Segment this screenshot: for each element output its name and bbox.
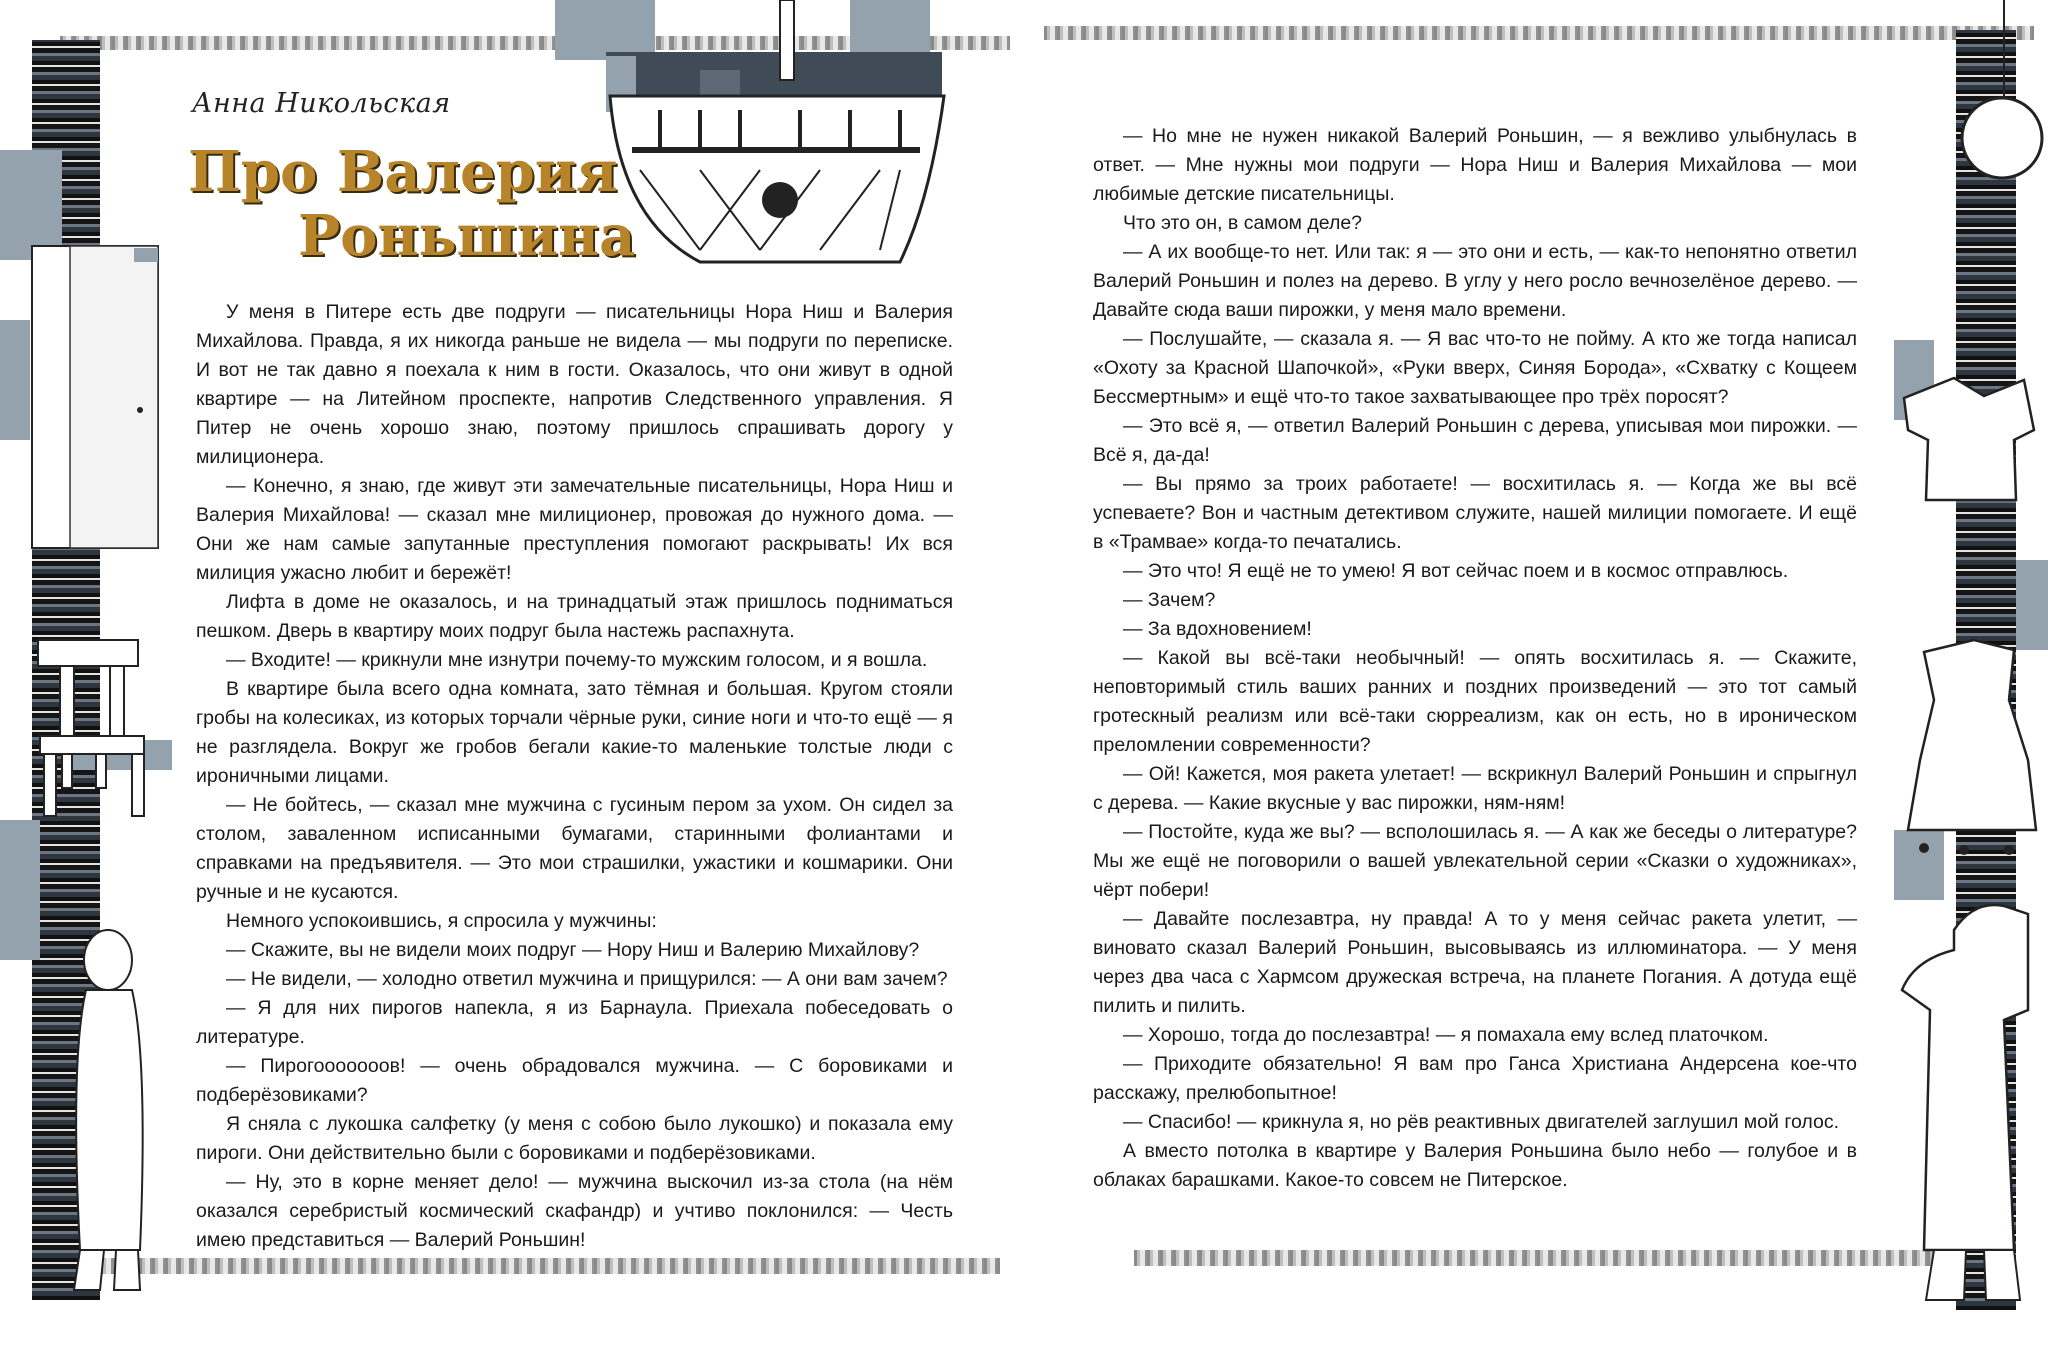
paragraph: В квартире была всего одна комната, зато тёмная и большая. Кругом стояли гробы на колесиках, из которых торчали чёрные руки, синие ноги и что-то ещё — я не разглядела. Вокруг же гробов бегали какие-то маленькие толстые люди с ироничными лицами. — [196, 678, 953, 787]
left-page-text — [196, 298, 953, 1255]
paragraph: — Вы прямо за троих работаете! — восхитилась я. — Когда же вы всё успеваете? Вон и частным детективом служите, нашей милиции помогаете. И ещё в «Трамвае» когда-то печатались. — [1093, 473, 1857, 553]
paragraph: — Какой вы всё-таки необычный! — опять восхитилась я. — Скажите, неповторимый стиль ваших ранних и поздних произведений — это тот самый гротескный реализм или всё-таки сюрреализм, как он есть, но в ироническом преломлении современности? — [1093, 647, 1857, 756]
paragraph: — За вдохновением! — [1123, 618, 1312, 640]
child-silhouette-illustration — [74, 930, 143, 1290]
paragraph: — Входите! — крикнули мне изнутри почему-то мужским голосом, и я вошла. — [226, 649, 928, 671]
paragraph: Лифта в доме не оказалось, и на тринадцатый этаж пришлось подниматься пешком. Дверь в квартиру моих подруг была настежь распахнута. — [196, 591, 953, 642]
paragraph: — Не видели, — холодно ответил мужчина и прищурился: — А они вам зачем? — [226, 968, 948, 990]
paragraph: У меня в Питере есть две подруги — писательницы Нора Ниш и Валерия Михайлова. Правда, я их никогда раньше не видела — мы подруги по переписке. И вот не так давно я поехала к ним в гости. Оказалось, что они живут в одной квартире — на Литейном проспекте, напротив Следственного управления. Я Питер не очень хорошо знаю, поэтому пришлось спрашивать дорогу у милиционера. — [196, 301, 953, 468]
paragraph: — Но мне не нужен никакой Валерий Роньшин, — я вежливо улыбнулась в ответ. — Мне нужны мои подруги — Нора Ниш и Валерия Михайлова — мои любимые детские писательницы. — [1093, 125, 1857, 205]
story-title-line1: Про Валерия — [188, 139, 618, 205]
paragraph: Немного успокоившись, я спросила у мужчины: — [226, 910, 657, 932]
paragraph: — Это что! Я ещё не то умею! Я вот сейчас поем и в космос отправлюсь. — [1123, 560, 1789, 582]
paragraph: — Спасибо! — крикнула я, но рёв реактивных двигателей заглушил мой голос. — [1123, 1111, 1840, 1133]
door-illustration — [32, 246, 158, 548]
story-title — [188, 140, 635, 268]
man-silhouette-illustration — [1902, 905, 2028, 1300]
paragraph: Я сняла с лукошка салфетку (у меня с собою было лукошко) и показала ему пироги. Они действительно были с боровиками и подберёзовиками. — [196, 1113, 953, 1164]
paragraph: — А их вообще-то нет. Или так: я — это они и есть, — как-то непонятно ответил Валерий Роньшин и полез на дерево. В углу у него росло вечнозелёное дерево. — Давайте сюда ваши пирожки, у меня мало времени. — [1093, 241, 1857, 321]
paragraph: — Давайте послезавтра, ну правда! А то у меня сейчас ракета улетит, — виновато сказал Валерий Роньшин, высовываясь из иллюминатора. — У меня через два часа с Хармсом дружеская встреча, на планете Погания. А дотуда ещё пилить и пилить. — [1093, 908, 1857, 1017]
paragraph: — Ой! Кажется, моя ракета улетает! — вскрикнул Валерий Роньшин и спрыгнул с дерева. — Какие вкусные у вас пирожки, ням-ням! — [1093, 763, 1857, 814]
paragraph: — Ну, это в корне меняет дело! — мужчина выскочил из-за стола (на нём оказался серебристый космический скафандр) и учтиво поклонился: — Честь имею представиться — Валерий Роньшин! — [196, 1171, 953, 1251]
right-page-text — [1093, 122, 1857, 1195]
paragraph: — Пирогооооооов! — очень обрадовался мужчина. — С боровиками и подберёзовиками? — [196, 1055, 953, 1106]
paragraph: — Скажите, вы не видели моих подруг — Нору Ниш и Валерию Михайлову? — [226, 939, 920, 961]
paragraph: Что это он, в самом деле? — [1123, 212, 1363, 234]
right-page — [1024, 0, 2048, 1350]
dress-illustration — [1908, 640, 2036, 855]
paragraph: — Конечно, я знаю, где живут эти замечательные писательницы, Нора Ниш и Валерия Михайлова! — сказал мне милиционер, провожая до нужного дома. — Они же нам самые запутанные преступления помогают раскрывать! Их вся милиция ужасно любит и бережёт! — [196, 475, 953, 584]
lamp-illustration — [1962, 0, 2042, 178]
shirt-illustration — [1904, 378, 2034, 500]
paragraph: — Зачем? — [1123, 589, 1216, 611]
paragraph: — Я для них пирогов напекла, я из Барнаула. Приехала побеседовать о литературе. — [196, 997, 953, 1048]
paragraph: — Постойте, куда же вы? — всполошилась я. — А как же беседы о литературе? Мы же ещё не поговорили о вашей увлекательной серии «Сказки о художниках», чёрт побери! — [1093, 821, 1857, 901]
paragraph: — Приходите обязательно! Я вам про Ганса Христиана Андерсена кое-что расскажу, прелюбопытное! — [1093, 1053, 1857, 1104]
author-name: Анна Никольская — [192, 88, 451, 119]
paragraph: — Послушайте, — сказала я. — Я вас что-то не пойму. А кто же тогда написал «Охоту за Красной Шапочкой», «Руки вверх, Синяя Борода», «Схватку с Кощеем Бессмертным» и ещё что-то такое захватывающее про трёх поросят? — [1093, 328, 1857, 408]
paragraph: А вместо потолка в квартире у Валерия Роньшина было небо — голубое и в облаках барашками. Какое-то совсем не Питерское. — [1093, 1140, 1857, 1191]
paragraph: — Это всё я, — ответил Валерий Роньшин с дерева, уписывая мои пирожки. — Всё я, да-да! — [1093, 415, 1857, 466]
chandelier-illustration — [606, 0, 944, 262]
paragraph: — Не бойтесь, — сказал мне мужчина с гусиным пером за ухом. Он сидел за столом, заваленном исписанными бумагами, старинными фолиантами и справками на предъявителя. — Это мои страшилки, ужастики и кошмарики. Они ручные и не кусаются. — [196, 794, 953, 903]
story-title-line2: Роньшина — [298, 203, 636, 269]
chair-illustration — [38, 640, 144, 816]
paragraph: — Хорошо, тогда до послезавтра! — я помахала ему вслед платочком. — [1123, 1024, 1769, 1046]
